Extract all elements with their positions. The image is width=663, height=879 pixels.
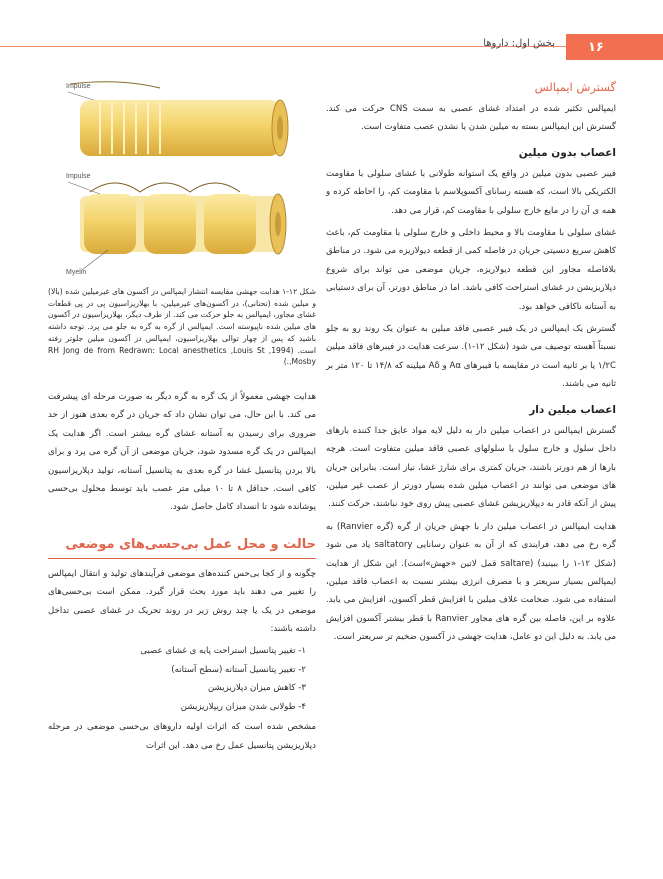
axon-illustration [60, 78, 310, 278]
right-column [326, 70, 616, 651]
list-item: ۴- طولانی شدن میزان ریپلاریزیشن [180, 701, 306, 712]
subsection-title-unmyelinated: اعصاب بدون میلین [518, 146, 616, 159]
page-number: ۱۶ [588, 39, 604, 55]
section-title-impulse-spread: گسترش ایمپالس [534, 80, 616, 94]
section-divider [48, 558, 316, 559]
paragraph: مشخص شده است که اثرات اولیه داروهای بی‌حسی موضعی در مرحله دپلاریزیشن پتانسیل عمل رخ می دهد. این اثرات [48, 722, 316, 751]
paragraph: چگونه و از کجا بی‌حس کننده‌های موضعی فرآیندهای تولید و انتقال ایمپالس را تغییر می دهند باید مورد بحث قرار گیرد. ممکن است بی‌حسی‌های موضعی در یک یا چند روش زیر در روند تحریک در غشای عصبی تداخل داشته باشند: [48, 568, 316, 635]
axon-conduction-figure [60, 78, 310, 278]
unmyelinated-axon [80, 100, 280, 156]
impulse-label-top: Impulse [66, 83, 91, 90]
left-column [48, 388, 316, 759]
chapter-title: بخش اول: داروها [483, 38, 555, 49]
list-item: ۳- کاهش میزان دپلاریزیشن [208, 683, 306, 694]
header-divider [0, 46, 566, 47]
effects-list [48, 642, 306, 716]
myelin-label: Myelin [66, 269, 87, 276]
page-header [0, 0, 663, 60]
impulse-label-middle: Impulse [66, 173, 91, 180]
paragraph: فیبر عصبی بدون میلین در واقع یک استوانه طولانی با غشای سلولی با مقاومت الکتریکی بالا است، که هسته رسانای آکسوپلاسم با مقاومت کم، را احاطه کرده و همه ی آن را در مایع خارج سلولی با مقاومت کم، قرار می دهد. [326, 168, 616, 216]
myelinated-axon [80, 194, 286, 254]
figure-caption: شکل ۱۲-۱ هدایت جهشی مقایسه انتشار ایمپالس در آکسون های غیرمیلین شده (بالا) و میلین شده (تحتانی)، در آکسون‌های غیرمیلین، با بهلاریزاسیون پی در پی قطعات غشای مجاور، ایمپالس به جلو حرکت می کند. از طرف دیگر، بهلاریزاسیون در آکسون های میلین شده ناپیوسته است. ایمپالس از گره به گره به جلو می پرد. توجه داشته باشید که پس از چهار توالی بهلاریزاسیون، ایمپالس در آکسون میلین جلوتر رفته است. (RH Jong de from Redrawn: Local anesthetics ,Louis St ,1994 ,Mosby.) [48, 287, 316, 367]
page-number-badge [566, 34, 663, 60]
paragraph: گسترش یک ایمپالس در یک فیبر عصبی فاقد میلین به عنوان یک روند رو به جلو نسبتاً آهسته توصیف می شود (شکل ۱۲-۱). سرعت هدایت در فیبرهای فاقد میلین ۱/۲C یا بر ثانیه است در مقایسه با فیبرهای Aα و Aδ میلینه که ۱۴/۸ تا ۱۲۰ متر بر ثانیه می باشند. [326, 324, 617, 390]
subsection-title-myelinated: اعصاب میلین دار [529, 403, 616, 416]
list-item: ۱- تغییر پتانسیل استراحت پایه ی غشای عصبی [140, 646, 306, 657]
paragraph: غشای سلولی با مقاومت بالا و محیط داخلی و خارج سلولی با مقاومت کم، باعث کاهش سریع دنسیتی جریان در فاصله کمی از قطعه دیولاریزه می شود. در مناطق بلافاصله مجاور این قطعه دیولاریزه، جریان موضعی می تواند برای شروع دپلاریزیشن در غشای استراحت کافی باشد. اما در مناطق دورتر، آن برای دستیابی به آستانه ناکافی خواهد بود. [326, 228, 616, 312]
section-title-local-anesthetics: حالت و محل عمل بی‌حسی‌های موضعی [65, 536, 316, 552]
list-item: ۲- تغییر پتانسیل آستانه (سطح آستانه) [171, 664, 306, 675]
paragraph: ایمپالس تکثیر شده در امتداد غشای عصبی به سمت CNS حرکت می کند. گسترش این ایمپالس بسته به میلین شدن یا نشدن عصب متفاوت است. [326, 104, 616, 133]
paragraph: گسترش ایمپالس در اعصاب میلین دار به دلیل لایه مواد عایق جدا کننده بارهای داخل سلول و خارج سلول یا سلولهای عصبی فاقد میلین متفاوت است. هرچه بارها از هم دورتر باشند، جریان کمتری برای شارژ غشا، نیاز است. بنابراین جریان های موضعی می توانند در اعصاب میلین شده بسیار دورتر از عصب غیر میلین، پیش از آنکه قادر به دیپلاریزیشن غشای عصبی پیش روی خود نباشند، حرکت کنند. [326, 425, 616, 510]
paragraph: هدایت ایمپالس در اعصاب میلین دار با جهش جریان از گره (گره Ranvier) به گره رخ می دهد، فرایندی که از آن به عنوان رسانایی saltatory یاد می شود (شکل ۱۲-۱ را ببینید) (saltare قمل لاتین «جهش»است). این شکل از هدایت ایمپالس بسیار سریعتر و با مصرف انرژی بیشتر نسبت به اعصاب فاقد میلین، استفاده می شود. ضخامت غلاف میلین با افزایش قطر آکسون، افزایش می یابد. علاوه بر این، فاصله بین گره های مجاور Ranvier با قطر بیشتر آکسون افزایش می یابد. به دلیل این دو عامل، هدایت جهشی در آکسون ضخیم تر سریعتر است. [326, 521, 617, 643]
paragraph: هدایت جهشی معمولاً از یک گره به گره دیگر به صورت مرحله ای پیشرفت می کند. با این حال، می توان نشان داد که جریان در گره بعدی هنوز از حد ضروری برای رسیدن به آستانه غشای گره بیشتر است. اگر هدایت یک ایمپالس در یک گره مسدود شود، جریان موضعی از آن گره می پرد و برای بالا بردن پتانسیل غشا در گره بعدی به پتانسیل آستانه، تولید دپلاریزاسیون کافی است. حداقل ۸ تا ۱۰ میلی متر عصب باید توسط محلول بی‌حسی پوشانده شود تا انسداد کامل حاصل شود. [48, 392, 316, 513]
